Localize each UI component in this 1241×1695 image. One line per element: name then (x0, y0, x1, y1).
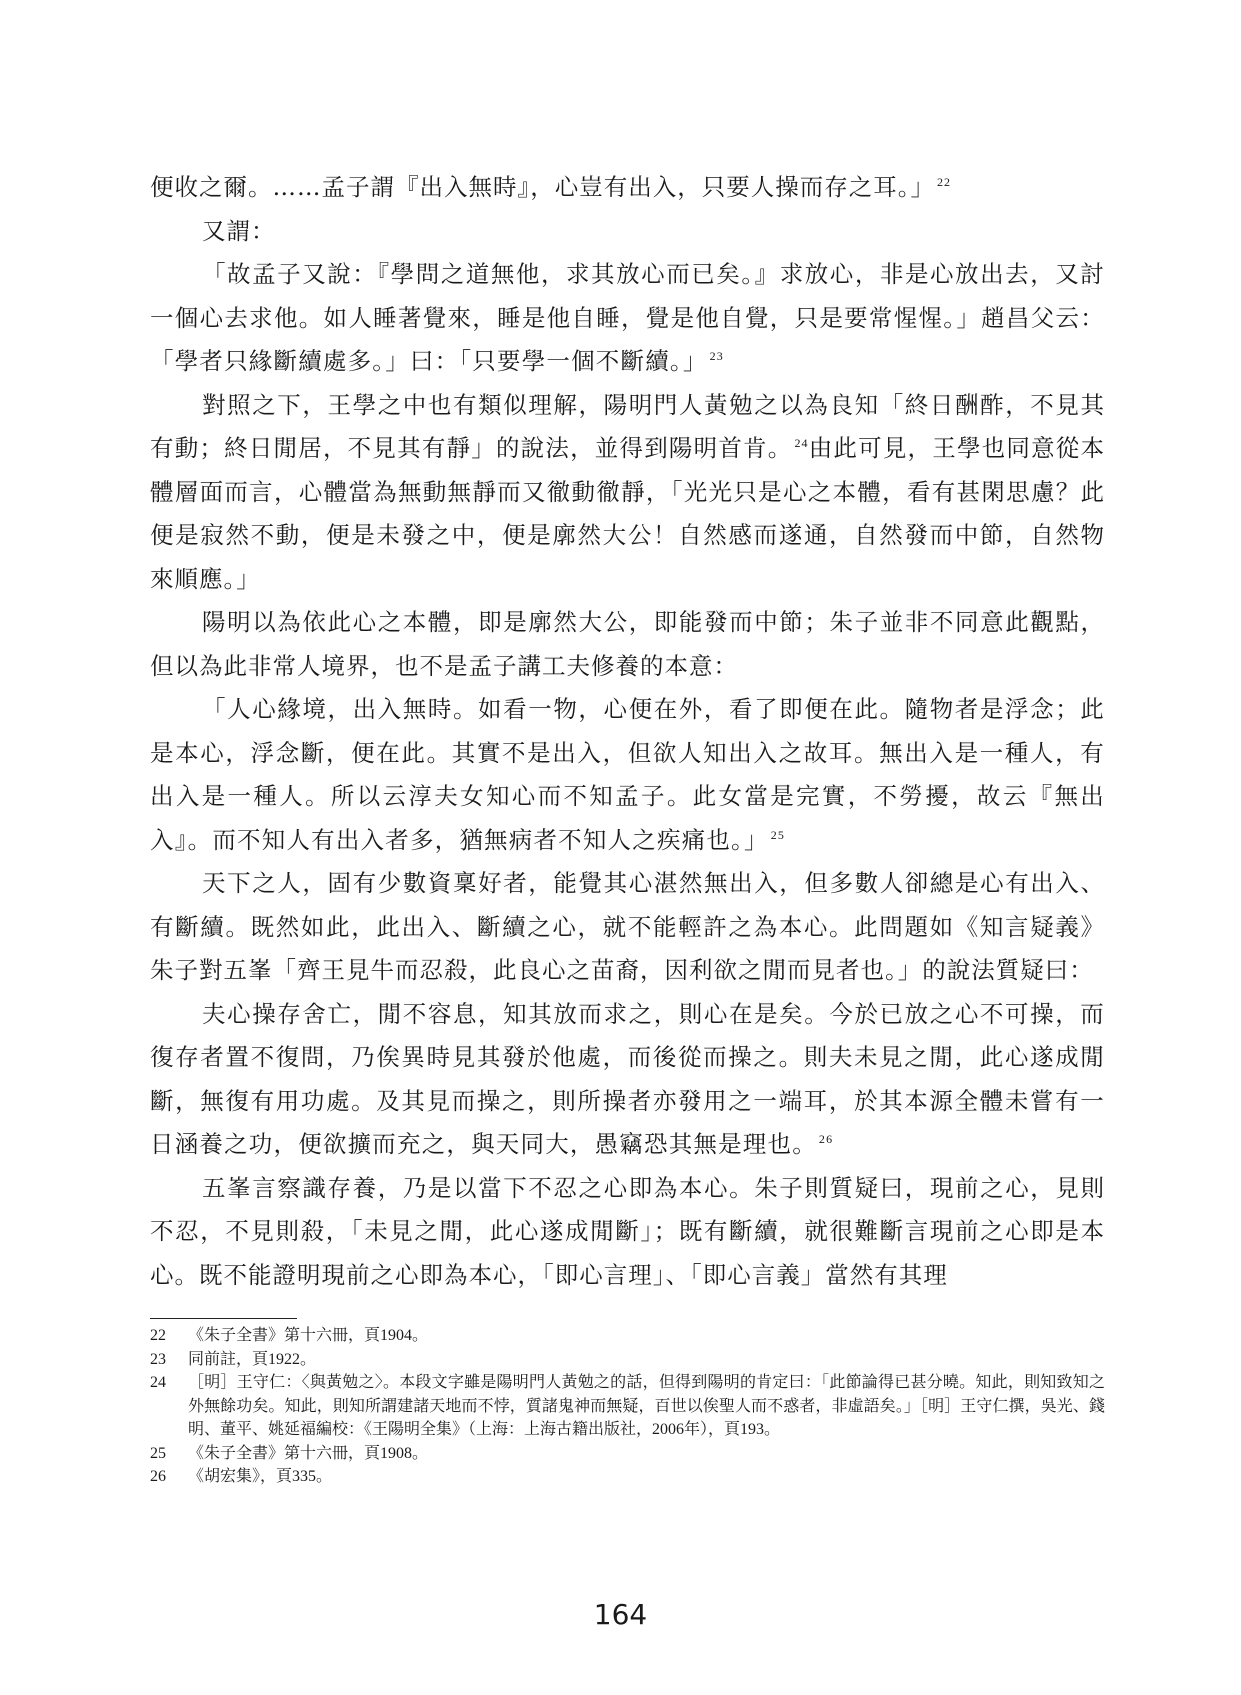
footnote-text: 《胡宏集》，頁335。 (188, 1468, 333, 1485)
footnote-ref[interactable]: 22 (937, 175, 951, 190)
paragraph-5 (150, 862, 1105, 993)
quote-2 (150, 688, 1105, 862)
footnote-22 (150, 1324, 1105, 1348)
footnote-text: ［明］王守仁：〈與黃勉之〉。本段文字雖是陽明門人黃勉之的話，但得到陽明的肯定曰：「此節論得已甚分曉。知此，則知致知之外無餘功矣。知此，則知所謂建諸天地而不悖，質諸鬼神而無疑，百世以俟聖人而不惑者，非虛語矣。」［明］王守仁撰，吳光、錢明、董平、姚延福編校：《王陽明全集》（上海：上海古籍出版社，2006年），頁193。 (188, 1374, 1105, 1438)
paragraph-1 (150, 166, 1105, 210)
main-text (150, 166, 1105, 1297)
footnote-number: 26 (150, 1468, 166, 1485)
paragraph-text: 對照之下，王學之中也有類似理解，陽明門人黃勉之以為良知「終日酬酢，不見其有動；終日閒居，不見其有靜」的說法，並得到陽明首肯。 (150, 390, 1105, 462)
paragraph-4 (150, 601, 1105, 688)
paragraph-text: 天下之人，固有少數資稟好者，能覺其心湛然無出入，但多數人卻總是心有出入、有斷續。既然如此，此出入、斷續之心，就不能輕許之為本心。此問題如《知言疑義》朱子對五峯「齊王見牛而忍殺，此良心之苗裔，因利欲之閒而見者也。」的說法質疑曰： (150, 869, 1105, 984)
paragraph-text: 陽明以為依此心之本體，即是廓然大公，即能發而中節；朱子並非不同意此觀點，但以為此非常人境界，也不是孟子講工夫修養的本意： (150, 608, 1105, 680)
footnote-23 (150, 1348, 1105, 1372)
footnote-text: 同前註，頁1922。 (188, 1350, 317, 1368)
paragraph-3 (150, 384, 1105, 602)
paragraph-6 (150, 1167, 1105, 1298)
footnote-number: 25 (150, 1444, 166, 1462)
paragraph-text: 「人心緣境，出入無時。如看一物，心便在外，看了即便在此。隨物者是浮念；此是本心，浮念斷，便在此。其實不是出入，但欲人知出入之故耳。無出入是一種人，有出入是一種人。所以云淳夫女知心而不知孟子。此女當是完實，不勞擾，故云『無出入』。而不知人有出入者多，猶無病者不知人之疾痛也。」 (150, 695, 1105, 854)
footnote-separator (150, 1318, 297, 1319)
quote-1 (150, 253, 1105, 384)
paragraph-text: 夫心操存舍亡，閒不容息，知其放而求之，則心在是矣。今於已放之心不可操，而復存者置不復問，乃俟異時見其發於他處，而後從而操之。則夫未見之閒，此心遂成閒斷，無復有用功處。及其見而操之，則所操者亦發用之一端耳，於其本源全體未嘗有一日涵養之功，便欲擴而充之，與天同大，愚竊恐其無是理也。 (150, 999, 1105, 1158)
footnote-25 (150, 1442, 1105, 1466)
footnote-number: 22 (150, 1327, 166, 1344)
quote-3 (150, 993, 1105, 1167)
paragraph-text: 「故孟子又說：『學問之道無他，求其放心而已矣。』求放心，非是心放出去，又討一個心去求他。如人睡著覺來，睡是他自睡，覺是他自覺，只是要常惺惺。」趙昌父云：「學者只緣斷續處多。」曰：「只要學一個不斷續。」 (150, 260, 1105, 375)
paragraph-2 (150, 210, 1105, 254)
footnote-text: 《朱子全書》第十六冊，頁1904。 (188, 1327, 429, 1344)
footnote-26 (150, 1465, 1105, 1489)
page-number: 164 (593, 1598, 648, 1631)
paragraph-text: 又謂： (202, 216, 276, 245)
footnote-number: 23 (150, 1350, 166, 1368)
footnote-ref[interactable]: 24 (794, 436, 809, 451)
footnote-ref[interactable]: 25 (770, 827, 786, 842)
footnotes (150, 1324, 1105, 1489)
footnote-ref[interactable]: 23 (709, 349, 724, 364)
paragraph-text: 五峯言察識存養，乃是以當下不忍之心即為本心。朱子則質疑曰，現前之心，見則不忍，不見則殺，「未見之閒，此心遂成閒斷」；既有斷續，就很難斷言現前之心即是本心。既不能證明現前之心即為本心，「即心言理」、「即心言義」當然有其理 (150, 1173, 1105, 1289)
footnote-number: 24 (150, 1374, 166, 1391)
paragraph-text: 由此可見，王學也同意從本體層面而言，心體當為無動無靜而又徹動徹靜，「光光只是心之本體，看有甚閑思慮？此便是寂然不動，便是未發之中，便是廓然大公！自然感而遂通，自然發而中節，自然物來順應。」 (150, 434, 1106, 593)
paragraph-text: 便收之爾。……孟子謂『出入無時』，心豈有出入，只要人操而存之耳。」 (150, 173, 935, 201)
footnote-text: 《朱子全書》第十六冊，頁1908。 (188, 1444, 429, 1462)
footnote-24 (150, 1371, 1105, 1442)
footnote-ref[interactable]: 26 (818, 1132, 834, 1147)
